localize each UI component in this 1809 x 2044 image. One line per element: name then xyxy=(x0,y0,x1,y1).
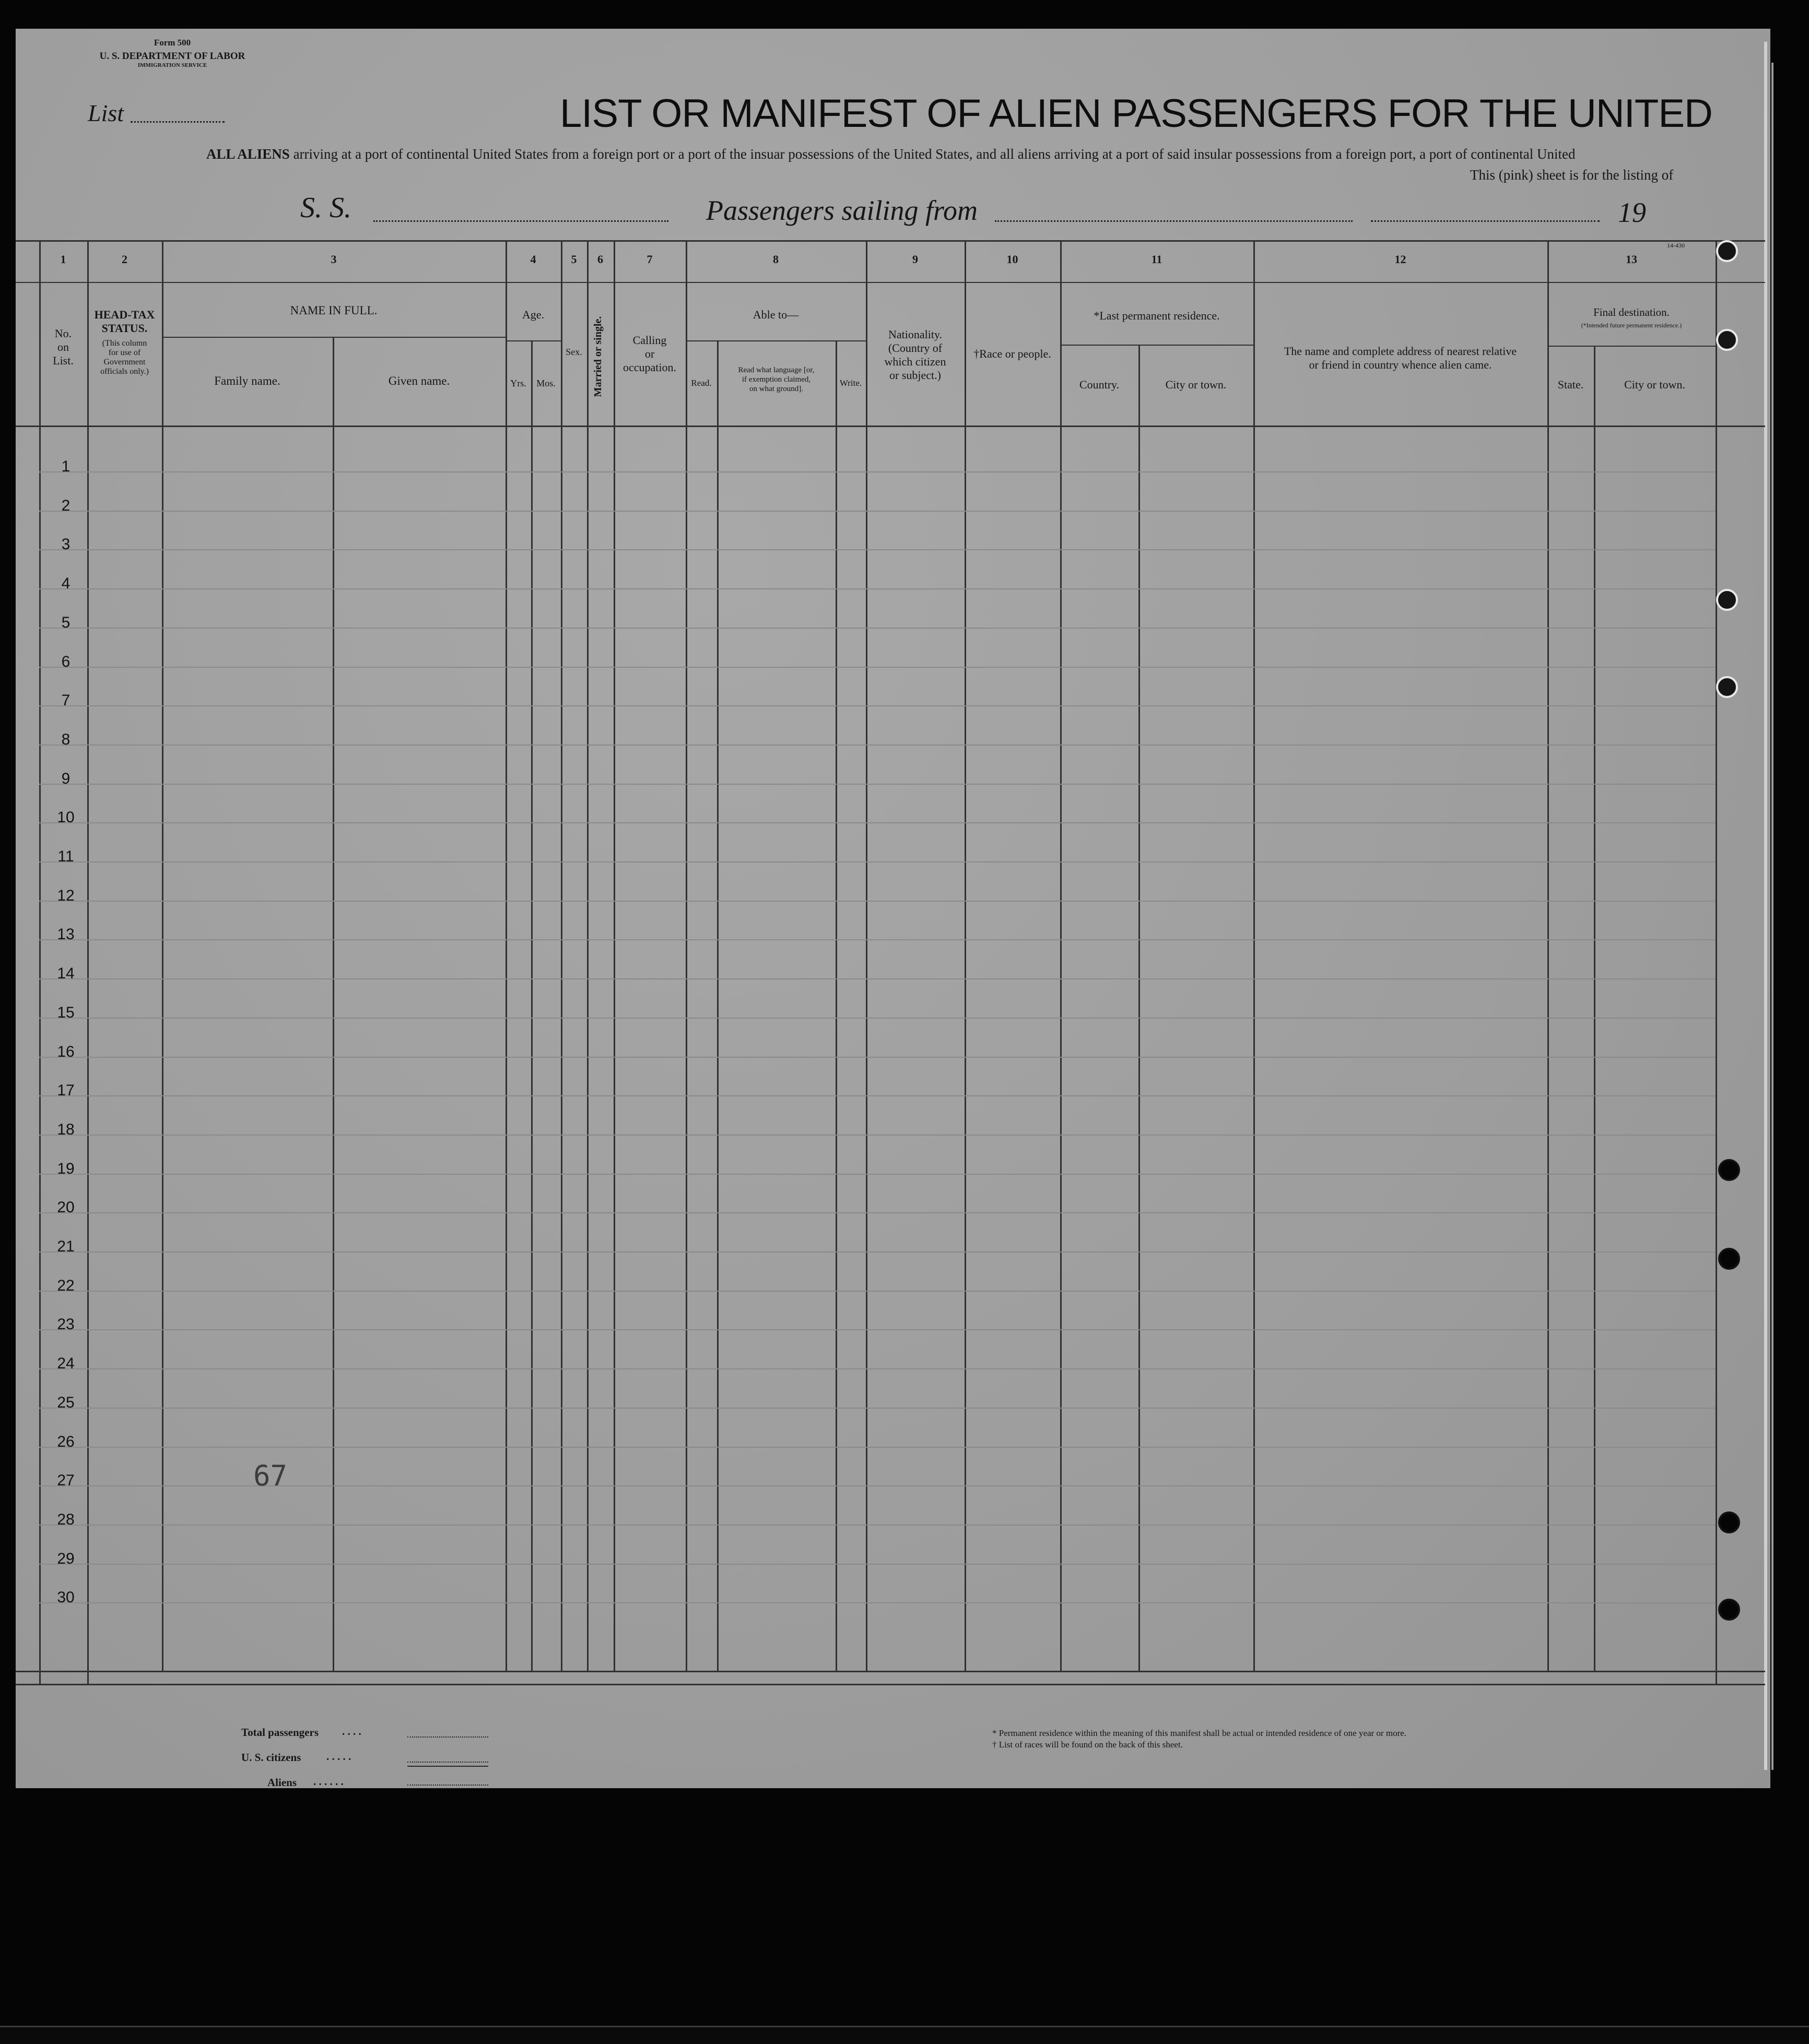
aliens-dots: . . . . . . xyxy=(313,1775,344,1788)
head-tax-note-2: for use of xyxy=(108,348,141,357)
name-in-full: NAME IN FULL. xyxy=(290,304,378,317)
given-name-header: Given name. xyxy=(388,374,450,387)
nationality-3: which citizen xyxy=(884,355,946,368)
able-to-header: Able to— xyxy=(753,308,799,321)
us-citizens-field[interactable] xyxy=(407,1762,488,1763)
note-races: † List of races will be found on the back of this sheet. xyxy=(992,1740,1183,1750)
row-number: 25 xyxy=(57,1393,75,1411)
notice-line-2: This (pink) sheet is for the listing of xyxy=(1470,167,1674,183)
col-line xyxy=(506,240,507,1671)
able-subheader-rule xyxy=(686,340,867,341)
ship-name-field[interactable] xyxy=(373,220,668,222)
row-line xyxy=(39,1251,1716,1253)
col-line xyxy=(614,240,615,1671)
row-number: 30 xyxy=(57,1589,75,1606)
head-tax-note-3: Government xyxy=(103,358,146,367)
sex-header: Sex. xyxy=(566,347,582,357)
row-line xyxy=(39,745,1716,746)
sailing-label: Passengers sailing from xyxy=(706,195,978,226)
row-line xyxy=(39,471,1716,472)
binder-hole xyxy=(1718,1248,1740,1270)
list-label: List xyxy=(88,100,124,126)
row-number: 13 xyxy=(57,926,75,943)
no-on-list-1: No. xyxy=(54,327,72,340)
col-num-4: 4 xyxy=(530,253,536,266)
country-header: Country. xyxy=(1079,378,1120,391)
stacked-page-edge xyxy=(1771,63,1773,1770)
head-tax-1: HEAD-TAX xyxy=(94,308,155,321)
notice-lead: ALL ALIENS xyxy=(206,146,290,162)
corner-code: 14-430 xyxy=(1667,242,1685,249)
row-line xyxy=(39,901,1716,902)
row-line xyxy=(39,667,1716,668)
head-tax-2: STATUS. xyxy=(101,322,148,335)
col-line xyxy=(1253,240,1255,1671)
row-line xyxy=(39,588,1716,589)
aliens-label: Aliens xyxy=(267,1776,297,1789)
row-number: 26 xyxy=(57,1433,75,1450)
service-name: IMMIGRATION SERVICE xyxy=(137,62,207,68)
row-number: 8 xyxy=(61,730,71,748)
calling-2: or xyxy=(644,347,655,360)
family-name-header: Family name. xyxy=(214,374,280,387)
row-line xyxy=(39,628,1716,629)
manifest-title: LIST OR MANIFEST OF ALIEN PASSENGERS FOR THE UNITED xyxy=(560,91,1712,136)
row-line xyxy=(39,1564,1716,1565)
stacked-page-edge xyxy=(1764,42,1767,1770)
row-line xyxy=(39,939,1716,940)
nationality-1: Nationality. xyxy=(888,328,943,341)
city-header: City or town. xyxy=(1165,378,1227,391)
col-line xyxy=(836,340,837,1671)
row-number: 2 xyxy=(61,497,71,514)
head-tax-note-1: (This column xyxy=(102,339,147,348)
row-number: 3 xyxy=(61,536,71,553)
department-name: U. S. DEPARTMENT OF LABOR xyxy=(99,51,245,62)
row-line xyxy=(39,784,1716,785)
col-line xyxy=(1138,345,1140,1671)
us-citizens-dots: . . . . . xyxy=(326,1750,351,1763)
col-line xyxy=(717,340,719,1671)
col-num-2: 2 xyxy=(122,253,127,266)
row-number: 11 xyxy=(57,848,74,865)
col-line xyxy=(1594,346,1595,1671)
row-number: 1 xyxy=(61,458,71,475)
row-line xyxy=(39,861,1716,863)
row-line xyxy=(39,1095,1716,1096)
nationality-4: or subject.) xyxy=(889,369,941,382)
name-subheader-rule xyxy=(162,337,507,338)
notice-text: arriving at a port of continental United States from a foreign port or a port of the insuar possessions of the United States, and all aliens arriving at a port of said insular possessions from a foreign port, a port of continental United xyxy=(293,146,1576,162)
row-number: 28 xyxy=(57,1510,75,1528)
header-bottom-rule xyxy=(16,426,1765,427)
sailing-date-field[interactable] xyxy=(1371,220,1600,222)
read-header: Read. xyxy=(691,378,712,388)
table-top-rule xyxy=(16,240,1765,242)
no-on-list-3: List. xyxy=(53,354,74,367)
read-language-3: on what ground]. xyxy=(749,385,803,393)
age-header: Age. xyxy=(522,308,545,321)
binder-hole xyxy=(1716,676,1738,698)
row-line xyxy=(39,1408,1716,1409)
row-number: 17 xyxy=(57,1082,75,1100)
row-line xyxy=(39,1057,1716,1058)
read-language-1: Read what language [or, xyxy=(738,366,815,374)
column-number-rule xyxy=(16,282,1765,283)
row-number: 10 xyxy=(57,809,75,826)
row-number: 23 xyxy=(57,1316,75,1333)
table-bottom-rule-2 xyxy=(16,1684,1765,1685)
row-line xyxy=(39,1485,1716,1486)
last-residence-header: *Last permanent residence. xyxy=(1094,309,1220,322)
row-line xyxy=(39,822,1716,823)
row-line xyxy=(39,1291,1716,1292)
row-line xyxy=(39,978,1716,979)
us-citizens-underline xyxy=(407,1766,488,1767)
row-number: 21 xyxy=(57,1238,75,1255)
col-num-10: 10 xyxy=(1006,253,1018,266)
read-language-2: if exemption claimed, xyxy=(742,375,811,384)
binder-hole xyxy=(1718,1511,1740,1533)
nationality-2: (Country of xyxy=(888,341,943,355)
ss-label: S. S. xyxy=(300,192,351,224)
row-line xyxy=(39,705,1716,706)
col-line xyxy=(39,240,41,1684)
relative-header-1: The name and complete address of nearest relative xyxy=(1284,345,1517,358)
row-number: 4 xyxy=(61,575,71,593)
race-header: †Race or people. xyxy=(973,347,1051,360)
destination-subheader-rule xyxy=(1548,346,1716,347)
row-line xyxy=(39,1602,1716,1603)
notice-line-1 xyxy=(206,147,1575,161)
married-header-text: Married or single. xyxy=(592,316,604,397)
write-header: Write. xyxy=(839,378,862,388)
row-line xyxy=(39,511,1716,512)
final-destination-note: (*Intended future permanent residence.) xyxy=(1581,322,1682,329)
binder-hole xyxy=(1718,1159,1740,1181)
film-strip-edge xyxy=(0,2026,1809,2044)
row-number: 15 xyxy=(57,1003,75,1021)
col-num-1: 1 xyxy=(60,253,66,266)
row-number: 5 xyxy=(61,613,71,631)
row-number: 7 xyxy=(61,692,71,710)
col-line xyxy=(965,240,966,1671)
col-num-5: 5 xyxy=(571,253,577,266)
stamp-number: 67 xyxy=(253,1459,288,1492)
row-number: 29 xyxy=(57,1550,75,1567)
aliens-field[interactable] xyxy=(407,1785,488,1786)
row-number: 24 xyxy=(57,1355,75,1373)
row-number: 9 xyxy=(61,770,71,787)
row-line xyxy=(39,1329,1716,1330)
col-line xyxy=(1060,240,1062,1671)
col-line xyxy=(866,240,867,1671)
row-number: 6 xyxy=(61,653,71,670)
col-num-13: 13 xyxy=(1626,253,1637,266)
row-line xyxy=(39,1368,1716,1369)
row-number: 27 xyxy=(57,1472,75,1490)
form-number: Form 500 xyxy=(154,38,191,48)
row-line xyxy=(39,1135,1716,1136)
row-line xyxy=(39,1447,1716,1448)
age-subheader-rule xyxy=(506,340,562,341)
binder-hole xyxy=(1716,329,1738,351)
sailing-port-field[interactable] xyxy=(995,220,1353,222)
residence-subheader-rule xyxy=(1060,345,1254,346)
col-line xyxy=(162,240,163,1671)
binder-hole xyxy=(1716,240,1738,262)
calling-1: Calling xyxy=(632,334,667,347)
married-header xyxy=(593,294,608,419)
note-residence: * Permanent residence within the meaning of this manifest shall be actual or intended residence of one year or more. xyxy=(992,1728,1407,1738)
us-citizens-label: U. S. citizens xyxy=(241,1751,301,1764)
total-dots: . . . . xyxy=(342,1725,361,1738)
row-number: 19 xyxy=(57,1160,75,1177)
col-num-6: 6 xyxy=(597,253,603,266)
col-line xyxy=(561,240,562,1671)
row-number: 20 xyxy=(57,1199,75,1216)
row-line xyxy=(39,549,1716,550)
col-num-11: 11 xyxy=(1151,253,1162,266)
total-passengers-label: Total passengers xyxy=(241,1726,319,1739)
col-num-3: 3 xyxy=(331,253,337,266)
no-on-list-2: on xyxy=(57,340,69,353)
row-number: 22 xyxy=(57,1277,75,1294)
col-line xyxy=(686,240,687,1671)
mos-header: Mos. xyxy=(536,378,556,388)
row-line xyxy=(39,1174,1716,1175)
col-num-7: 7 xyxy=(647,253,653,266)
table-bottom-rule xyxy=(16,1671,1765,1672)
total-passengers-field[interactable] xyxy=(407,1736,488,1738)
row-number: 18 xyxy=(57,1120,75,1138)
col-num-9: 9 xyxy=(912,253,918,266)
final-destination-header: Final destination. xyxy=(1593,306,1670,318)
row-number: 14 xyxy=(57,965,75,983)
col-line xyxy=(87,240,89,1684)
col-line xyxy=(333,337,334,1671)
row-line xyxy=(39,1018,1716,1019)
yrs-header: Yrs. xyxy=(510,378,526,388)
head-tax-note-4: officials only.) xyxy=(100,367,149,376)
dest-city-header: City or town. xyxy=(1624,378,1685,391)
binder-hole xyxy=(1718,1599,1740,1621)
col-line xyxy=(1547,240,1549,1671)
col-line xyxy=(531,340,533,1671)
calling-3: occupation. xyxy=(622,361,677,374)
row-number: 16 xyxy=(57,1043,75,1060)
relative-header-2: or friend in country whence alien came. xyxy=(1309,358,1492,371)
year-prefix: 19 xyxy=(1618,197,1646,228)
row-line xyxy=(39,1212,1716,1213)
binder-hole xyxy=(1716,589,1738,611)
state-header: State. xyxy=(1557,378,1584,391)
col-line xyxy=(1716,240,1717,1684)
col-line xyxy=(587,240,589,1671)
col-num-12: 12 xyxy=(1394,253,1406,266)
list-number-field[interactable] xyxy=(131,121,225,123)
row-line xyxy=(39,1525,1716,1526)
row-number: 12 xyxy=(57,887,75,904)
col-num-8: 8 xyxy=(773,253,779,266)
